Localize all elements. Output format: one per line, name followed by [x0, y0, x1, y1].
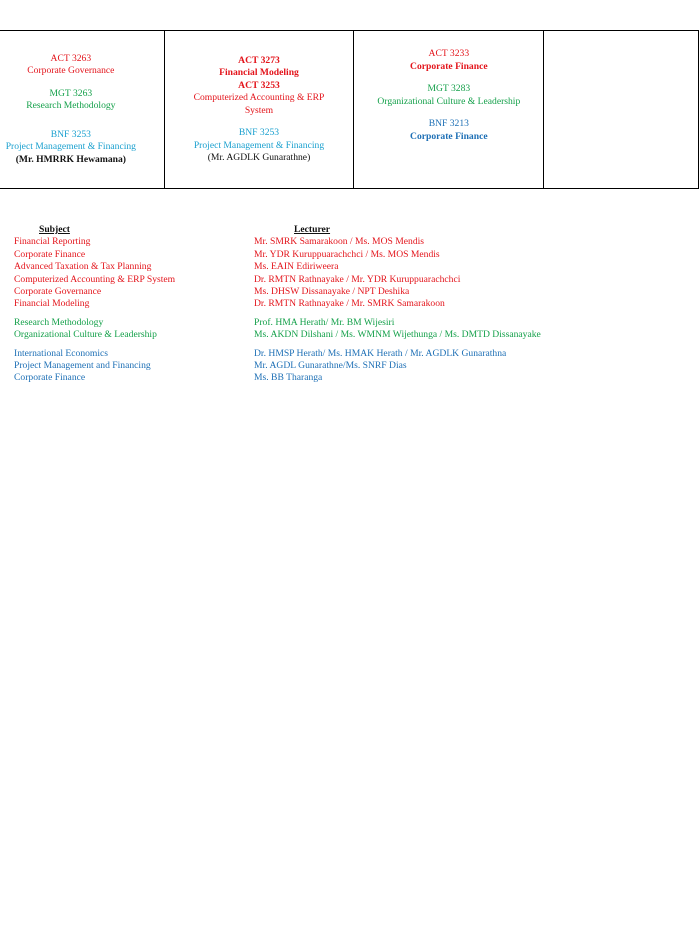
- course-code: ACT 3273: [238, 54, 280, 66]
- lecturer-names: Dr. RMTN Rathnayake / Mr. SMRK Samarakoon: [254, 298, 445, 310]
- subject-name: Project Management and Financing: [14, 360, 151, 372]
- subject-header: Subject: [39, 224, 70, 235]
- timetable-cell-1: [0, 31, 164, 189]
- course-name: Computerized Accounting & ERP: [193, 92, 325, 103]
- course-code: BNF 3213: [428, 118, 469, 129]
- course-name: Project Management & Financing: [5, 141, 136, 153]
- subject-name: International Economics: [14, 347, 109, 359]
- lecturer-names: Dr. RMTN Rathnayake / Mr. YDR Kuruppuarachchci: [254, 273, 461, 285]
- lecturer-names: Ms. DHSW Dissanayake / NPT Deshika: [254, 286, 410, 298]
- timetable-cell-4: [544, 31, 699, 189]
- lecturer-names: Prof. HMA Herath/ Mr. BM Wijesiri: [254, 316, 395, 328]
- lecturer-names: Mr. AGDL Gunarathne/Ms. SNRF Dias: [254, 360, 407, 372]
- lecturer-names: Ms. BB Tharanga: [254, 372, 323, 384]
- subject-name: Corporate Finance: [14, 248, 86, 260]
- course-code: MGT 3283: [427, 83, 471, 94]
- lecturer-names: Ms. EAIN Ediriweera: [254, 261, 339, 273]
- list-item: [14, 348, 541, 360]
- course-code: ACT 3233: [428, 48, 470, 59]
- list-item: [14, 372, 541, 384]
- list-item: [14, 298, 541, 310]
- course-name: Research Methodology: [26, 100, 116, 112]
- course-name: System: [244, 104, 274, 116]
- list-item: [14, 236, 541, 248]
- lecturer-header: Lecturer: [294, 224, 331, 235]
- timetable-cell-2: [164, 31, 354, 189]
- course-code: MGT 3263: [49, 87, 93, 99]
- list-item: [14, 286, 541, 298]
- timetable-cell-3: [354, 31, 544, 189]
- list-item: [14, 274, 541, 286]
- course-name: Corporate Finance: [410, 130, 488, 142]
- list-item: [14, 317, 541, 329]
- subject-name: Financial Modeling: [14, 298, 90, 310]
- course-name: Corporate Governance: [27, 65, 115, 77]
- course-name: Corporate Finance: [410, 60, 488, 72]
- subject-name: Financial Reporting: [14, 236, 91, 248]
- lecturer-names: Dr. HMSP Herath/ Ms. HMAK Herath / Mr. AGDLK Gunarathna: [254, 347, 507, 359]
- course-code: ACT 3263: [50, 52, 92, 64]
- list-item: [14, 249, 541, 261]
- subject-name: Corporate Governance: [14, 286, 102, 298]
- list-body: [14, 236, 541, 384]
- course-code: BNF 3253: [50, 128, 91, 140]
- subject-name: Computerized Accounting & ERP System: [14, 273, 176, 285]
- list-item: [14, 261, 541, 273]
- subject-name: Organizational Culture & Leadership: [14, 329, 157, 341]
- lecturer-names: Ms. AKDN Dilshani / Ms. WMNM Wijethunga / Ms. DMTD Dissanayake: [254, 329, 541, 341]
- lecturer-names: Mr. SMRK Samarakoon / Ms. MOS Mendis: [254, 236, 425, 248]
- lecturer-name: (Mr. AGDLK Gunarathne): [207, 152, 311, 163]
- list-header: [14, 224, 541, 236]
- subject-name: Research Methodology: [14, 316, 104, 328]
- course-name: Organizational Culture & Leadership: [377, 95, 521, 107]
- list-item: [14, 360, 541, 372]
- subject-name: Advanced Taxation & Tax Planning: [14, 261, 152, 273]
- subject-name: Corporate Finance: [14, 372, 86, 384]
- list-item: [14, 329, 541, 341]
- course-name: Project Management & Financing: [193, 139, 325, 151]
- course-code: ACT 3253: [238, 79, 280, 91]
- subject-lecturer-list: [14, 224, 541, 385]
- lecturer-name: (Mr. HMRRK Hewamana): [15, 153, 126, 165]
- lecturer-names: Mr. YDR Kuruppuarachchci / Ms. MOS Mendis: [254, 248, 440, 260]
- timetable: [0, 30, 699, 189]
- course-name: Financial Modeling: [219, 67, 299, 78]
- course-code: BNF 3253: [238, 127, 280, 138]
